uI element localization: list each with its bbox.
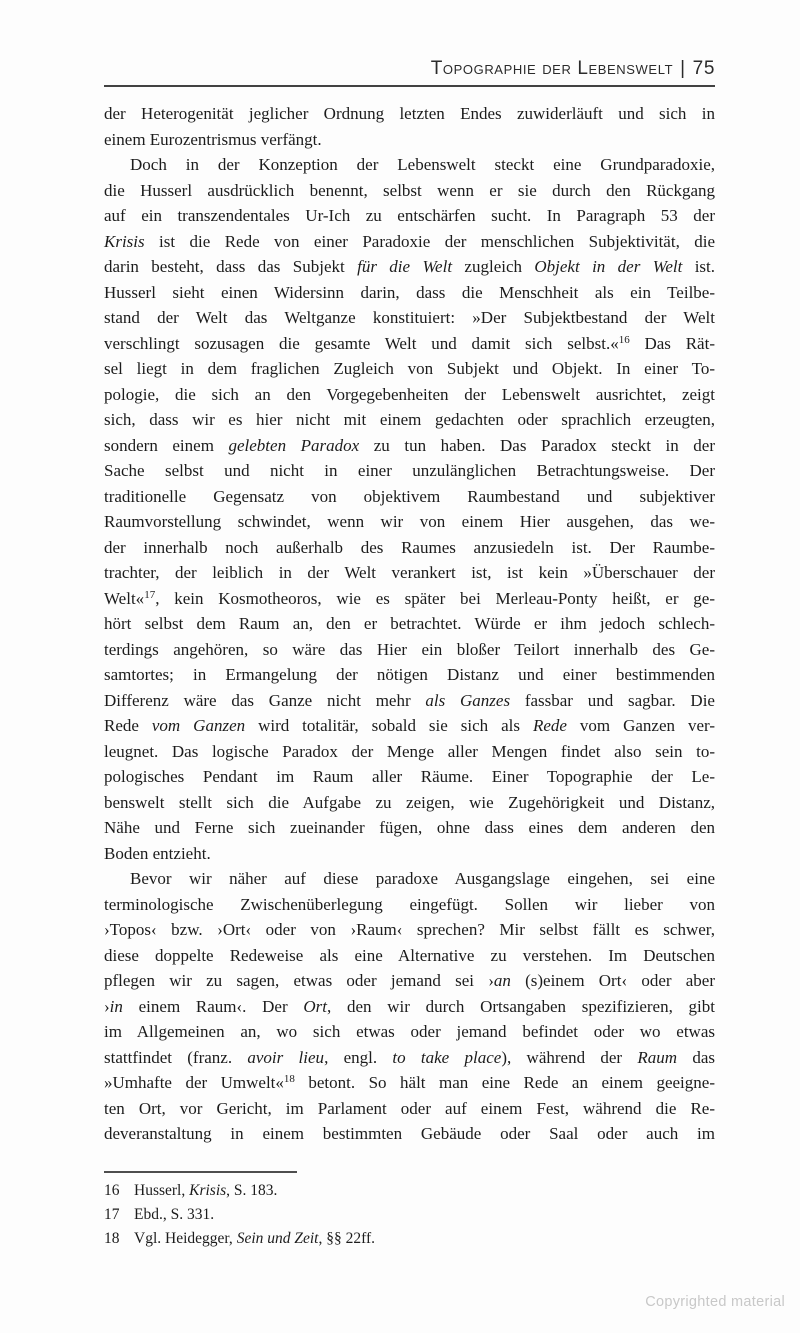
footnote-number: 16	[104, 1182, 120, 1199]
text-line: terminologische Zwischenüberlegung eingefügt. Sollen wir lieber von	[104, 894, 715, 914]
italic-text: für die Welt	[357, 257, 453, 276]
text-line: Sache selbst und nicht in einer unzulänglichen Betrachtungsweise. Der	[104, 461, 715, 480]
italic-text: als Ganzes	[425, 690, 511, 710]
text-line: Welt«$^{17}$, kein Kosmotheoros, wie es später bei Merleau-Ponty heißt, er ge-	[104, 588, 715, 608]
header-rule	[104, 85, 715, 87]
text-line: ›Topos‹ bzw. ›Ort‹ oder von ›Raum‹ sprechen? Mir selbst fällt es schwer,	[104, 920, 715, 939]
text-line: Krisis ist die Rede von einer Paradoxie der menschlichen Subjektivität, die	[104, 231, 715, 251]
text-line: »Umhafte der Umwelt«$^{18}$ betont. So hält man eine Rede an einem geeigne-	[104, 1073, 715, 1092]
footnote: 16 Husserl, Krisis, S. 183.	[104, 1179, 715, 1203]
text-line: die Husserl ausdrücklich benennt, selbst wenn er sie durch den Rückgang	[104, 180, 715, 200]
text-line: leugnet. Das logische Paradox der Menge aller Mengen findet also sein to-	[104, 741, 715, 761]
text-line: traditionelle Gegensatz von objektivem Raumbestand und subjektiver	[104, 486, 715, 506]
footnote: 18 Vgl. Heidegger, Sein und Zeit, §§ 22ff.	[104, 1227, 715, 1251]
italic-text: Sein und Zeit	[236, 1230, 319, 1247]
text-line: pflegen wir zu sagen, etwas oder jemand sei ›an (s)einem Ort‹ oder aber	[104, 971, 715, 990]
italic-text: Objekt in der Welt	[534, 257, 683, 276]
footnotes	[104, 1179, 715, 1251]
text-line: stattfindet (franz. avoir lieu, engl. to take place), während der Raum das	[104, 1047, 715, 1067]
text-line: Bevor wir näher auf diese paradoxe Ausgangslage eingehen, sei eine	[130, 869, 715, 888]
text-line: einem Eurozentrismus verfängt.	[104, 129, 322, 149]
italic-text: Krisis	[189, 1182, 227, 1199]
text-line: Differenz wäre das Ganze nicht mehr als Ganzes fassbar und sagbar. Die	[104, 690, 715, 710]
text-line: terdings angehören, so wäre das Hier ein bloßer Teilort innerhalb des Ge-	[104, 639, 715, 659]
text-line: benswelt stellt sich die Aufgabe zu zeigen, wie Zugehörigkeit und Distanz,	[104, 792, 715, 812]
italic-text: in	[109, 996, 123, 1016]
text-line: Husserl sieht einen Widersinn darin, dass die Menschheit als ein Teilbe-	[104, 282, 715, 302]
text-line: Doch in der Konzeption der Lebenswelt steckt eine Grundparadoxie,	[130, 155, 715, 174]
italic-text: Krisis	[104, 231, 145, 251]
text-line: darin besteht, dass das Subjekt für die Welt zugleich Objekt in der Welt ist.	[104, 257, 715, 276]
text-line: der innerhalb noch außerhalb des Raumes anzusiedeln ist. Der Raumbe-	[104, 537, 715, 557]
text-line: Rede vom Ganzen wird totalitär, sobald sie sich als Rede vom Ganzen ver-	[104, 716, 715, 735]
italic-text: Ort	[303, 996, 327, 1016]
text-line: Raumvorstellung schwindet, wenn wir von einem Hier ausgehen, das we-	[104, 512, 715, 531]
italic-text: Rede	[532, 716, 567, 735]
page-number: 75	[692, 58, 715, 79]
footnote-reference: 16	[618, 333, 630, 346]
italic-text: an	[493, 971, 511, 990]
text-line: stand der Welt das Weltganze konstituiert: »Der Subjektbestand der Welt	[104, 308, 715, 327]
footnote-rule	[104, 1171, 297, 1173]
italic-text: avoir lieu	[247, 1047, 325, 1067]
italic-text: gelebten Paradox	[228, 435, 360, 455]
italic-text: Raum	[637, 1047, 678, 1067]
header-separator: |	[680, 58, 686, 79]
text-line: hört selbst dem Raum an, den er betrachtet. Würde er ihm jedoch schlech-	[104, 614, 715, 633]
text-line: Boden entzieht.	[104, 843, 211, 863]
body-text	[104, 101, 715, 1147]
text-line: sondern einem gelebten Paradox zu tun haben. Das Paradox steckt in der	[104, 435, 716, 455]
text-line: im Allgemeinen an, wo sich etwas oder jemand befindet oder wo etwas	[104, 1022, 715, 1041]
text-line: auf ein transzendentales Ur-Ich zu entschärfen sucht. In Paragraph 53 der	[104, 206, 715, 225]
text-line: ›in einem Raum‹. Der Ort, den wir durch Ortsangaben spezifizieren, gibt	[104, 996, 715, 1016]
text-line: ten Ort, vor Gericht, im Parlament oder auf einem Fest, während die Re-	[104, 1098, 715, 1118]
text-line: deveranstaltung in einem bestimmten Gebäude oder Saal oder auch im	[104, 1124, 715, 1143]
running-title: Topographie der Lebenswelt	[430, 58, 674, 79]
text-line: samtortes; in Ermangelung der nötigen Distanz und einer bestimmenden	[104, 665, 715, 684]
text-line: Nähe und Ferne sich zueinander fügen, ohne dass eines dem anderen den	[104, 818, 715, 837]
text-line: diese doppelte Redeweise als eine Alternative zu verstehen. Im Deutschen	[104, 945, 715, 965]
footnote-number: 17	[104, 1206, 120, 1223]
footnote: 17 Ebd., S. 331.	[104, 1203, 715, 1227]
footnote-reference: 18	[283, 1073, 295, 1085]
text-line: der Heterogenität jeglicher Ordnung letzten Endes zuwiderläuft und sich in	[104, 104, 715, 123]
text-line: pologisches Pendant im Raum aller Räume. Einer Topographie der Le-	[104, 767, 715, 786]
italic-text: to take place	[392, 1047, 502, 1067]
text-line: sich, dass wir es hier nicht mit einem gedachten oder sprachlich erzeugten,	[104, 410, 715, 429]
footnote-reference: 17	[144, 588, 156, 601]
text-line: trachter, der leiblich in der Welt verankert ist, ist kein »Überschauer der	[104, 563, 715, 582]
text-line: pologie, die sich an den Vorgegebenheiten der Lebenswelt ausrichtet, zeigt	[104, 384, 715, 404]
footnote-number: 18	[104, 1230, 120, 1247]
text-line: sel liegt in dem fraglichen Zugleich von Subjekt und Objekt. In einer To-	[104, 359, 715, 378]
page-header	[104, 58, 715, 80]
italic-text: vom Ganzen	[151, 716, 246, 735]
text-line: verschlingt sozusagen die gesamte Welt und damit sich selbst.«$^{16}$ Das Rät-	[104, 333, 715, 353]
copyright-watermark: Copyrighted material	[645, 1294, 785, 1310]
